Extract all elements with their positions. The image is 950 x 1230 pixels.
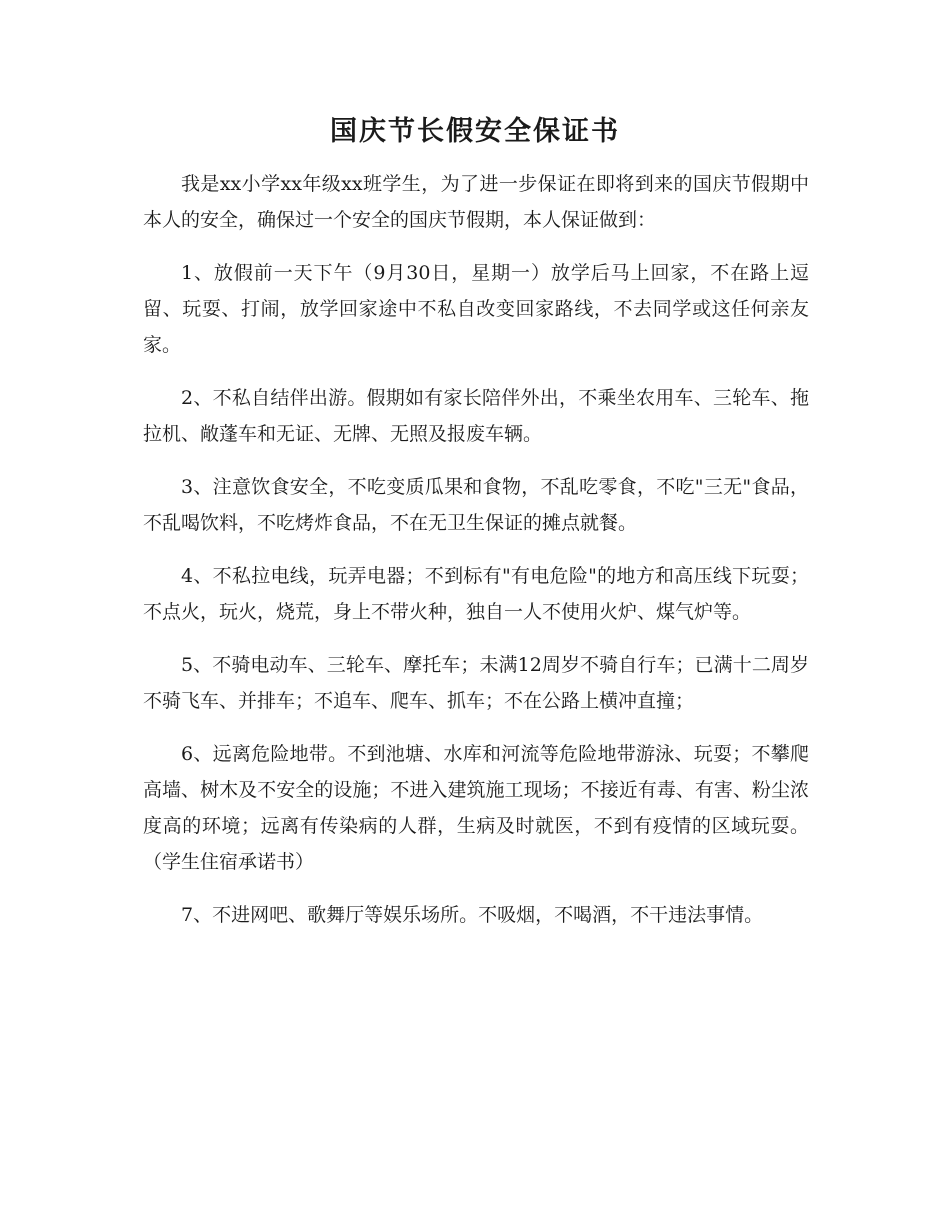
pledge-item-1: 1、放假前一天下午（9月30日，星期一）放学后马上回家，不在路上逗留、玩耍、打闹，放学回家途中不私自改变回家路线，不去同学或这任何亲友家。: [143, 262, 809, 356]
document-body: [143, 166, 809, 950]
pledge-item-7: 7、不进网吧、歌舞厅等娱乐场所。不吸烟，不喝酒，不干违法事情。: [181, 904, 764, 926]
document-title: 国庆节长假安全保证书: [330, 116, 620, 147]
pledge-item-4: 4、不私拉电线，玩弄电器；不到标有"有电危险"的地方和高压线下玩耍；不点火，玩火，烧荒，身上不带火种，独自一人不使用火炉、煤气炉等。: [143, 565, 809, 623]
pledge-item-3: 3、注意饮食安全，不吃变质瓜果和食物，不乱吃零食，不吃"三无"食品，不乱喝饮料，不吃烤炸食品，不在无卫生保证的摊点就餐。: [143, 476, 809, 534]
pledge-item-6: 6、远离危险地带。不到池塘、水库和河流等危险地带游泳、玩耍；不攀爬高墙、树木及不安全的设施；不进入建筑施工现场；不接近有毒、有害、粉尘浓度高的环境；远离有传染病的人群，生病及时就医，不到有疫情的区域玩耍。（学生住宿承诺书）: [143, 743, 809, 873]
pledge-item-2: 2、不私自结伴出游。假期如有家长陪伴外出，不乘坐农用车、三轮车、拖拉机、敞蓬车和无证、无牌、无照及报废车辆。: [143, 387, 809, 445]
intro-paragraph: 我是xx小学xx年级xx班学生，为了进一步保证在即将到来的国庆节假期中本人的安全，确保过一个安全的国庆节假期，本人保证做到：: [143, 173, 809, 231]
pledge-item-5: 5、不骑电动车、三轮车、摩托车；未满12周岁不骑自行车；已满十二周岁不骑飞车、并排车；不追车、爬车、抓车；不在公路上横冲直撞；: [143, 654, 809, 712]
